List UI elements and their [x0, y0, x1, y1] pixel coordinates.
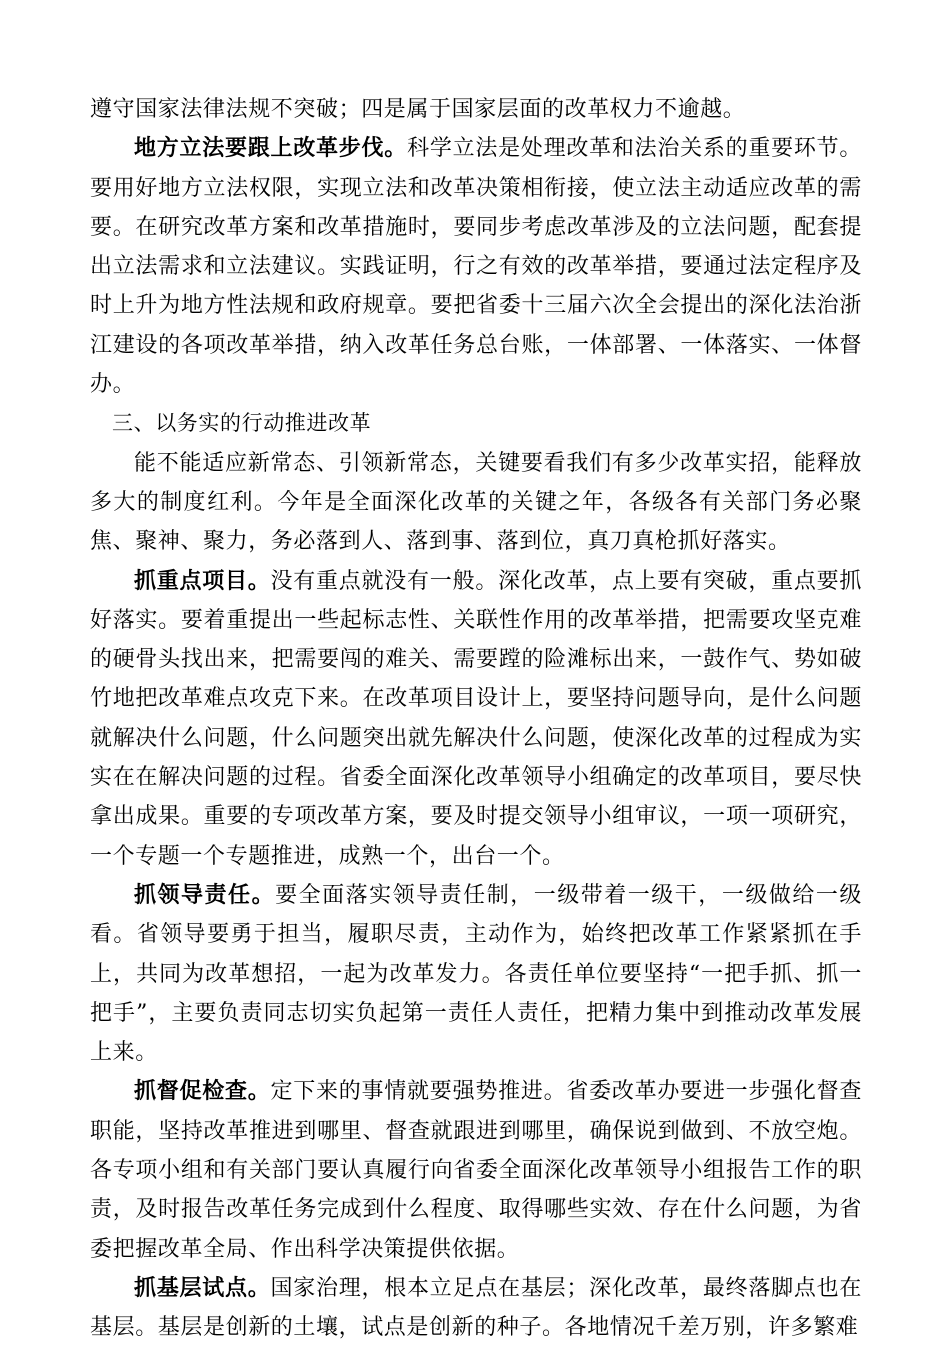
section-heading: 三、以务实的行动推进改革: [112, 411, 372, 436]
paragraph-text: 要全面落实领导责任制，一级带着一级干，一级做给一级看。省领导要勇于担当，履职尽责，主动作为，始终把改革工作紧紧抓在手上，共同为改革想招，一起为改革发力。各责任单位要坚持“一把手抓、抓一把手”，主要负责同志切实负起第一责任人责任，把精力集中到推动改革发展上来。: [90, 882, 862, 1066]
paragraph-leadership: [90, 876, 862, 1072]
paragraph-text: 能不能适应新常态、引领新常态，关键要看我们有多少改革实招，能释放多大的制度红利。今年是全面深化改革的关键之年，各级各有关部门务必聚焦、聚神、聚力，务必落到人、落到事、落到位，真刀真枪抓好落实。: [90, 450, 862, 555]
paragraph-key-projects: [90, 562, 862, 876]
paragraph-lead: 抓基层试点。: [134, 1274, 271, 1301]
paragraph-text: 国家治理，根本立足点在基层；深化改革，最终落脚点也在基层。基层是创新的土壤，试点是创新的种子。各地情况千差万别，许多繁难: [90, 1275, 862, 1341]
paragraph-text: 科学立法是处理改革和法治关系的重要环节。要用好地方立法权限，实现立法和改革决策相衔接，使立法主动适应改革的需要。在研究改革方案和改革措施时，要同步考虑改革涉及的立法问题，配套提出立法需求和立法建议。实践证明，行之有效的改革举措，要通过法定程序及时上升为地方性法规和政府规章。要把省委十三届六次全会提出的深化法治浙江建设的各项改革举措，纳入改革任务总台账，一体部署、一体落实、一体督办。: [90, 136, 862, 398]
paragraph-lead: 地方立法要跟上改革步伐。: [134, 135, 408, 162]
document-page: [90, 90, 862, 1348]
paragraph-local-legislation: [90, 129, 862, 404]
paragraph-lead: 抓领导责任。: [134, 881, 276, 908]
paragraph-grassroots: [90, 1269, 862, 1348]
paragraph-intro: [90, 444, 862, 562]
paragraph-text: 没有重点就没有一般。深化改革，点上要有突破，重点要抓好落实。要着重提出一些起标志性、关联性作用的改革举措，把需要攻坚克难的硬骨头找出来，把需要闯的难关、需要蹚的险滩标出来，一鼓作气、势如破竹地把改革难点攻克下来。在改革项目设计上，要坚持问题导向，是什么问题就解决什么问题，什么问题突出就先解决什么问题，使深化改革的过程成为实实在在解决问题的过程。省委全面深化改革领导小组确定的改革项目，要尽快拿出成果。重要的专项改革方案，要及时提交领导小组审议，一项一项研究，一个专题一个专题推进，成熟一个，出台一个。: [90, 568, 862, 869]
paragraph-text: 定下来的事情就要强势推进。省委改革办要进一步强化督查职能，坚持改革推进到哪里、督查就跟进到哪里，确保说到做到、不放空炮。各专项小组和有关部门要认真履行向省委全面深化改革领导小组报告工作的职责，及时报告改革任务完成到什么程度、取得哪些实效、存在什么问题，为省委把握改革全局、作出科学决策提供依据。: [90, 1079, 862, 1262]
paragraph-lead: 抓督促检查。: [134, 1078, 271, 1105]
paragraph-supervision: [90, 1072, 862, 1268]
paragraph-text: 遵守国家法律法规不突破；四是属于国家层面的改革权力不逾越。: [90, 97, 746, 122]
paragraph-lead: 抓重点项目。: [134, 567, 271, 594]
paragraph-continued: [90, 90, 862, 129]
